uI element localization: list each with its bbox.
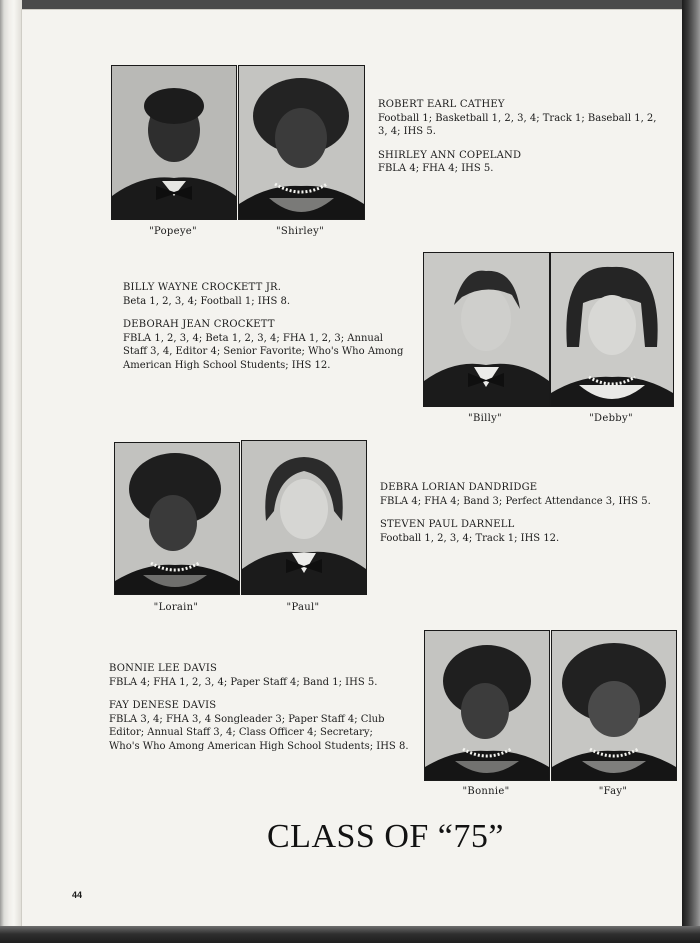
bio-row-3 bbox=[380, 481, 670, 555]
page-number: 44 bbox=[72, 890, 83, 900]
bio-row-2 bbox=[123, 281, 423, 382]
portrait-popeye bbox=[111, 65, 237, 220]
student-name: SHIRLEY ANN COPELAND bbox=[378, 149, 522, 161]
student-name: FAY DENESE DAVIS bbox=[109, 700, 217, 711]
portrait-billy bbox=[423, 252, 550, 407]
portrait-lorain bbox=[114, 442, 240, 595]
student-activities: Football 1; Basketball 1, 2, 3, 4; Track 1; Baseball 1, 2, 3, 4; IHS 5. bbox=[378, 112, 657, 137]
student-name: BILLY WAYNE CROCKETT JR. bbox=[123, 282, 282, 293]
portrait-shirley bbox=[238, 65, 365, 220]
student-activities: FBLA 1, 2, 3, 4; Beta 1, 2, 3, 4; FHA 1, 2, 3; Annual Staff 3, 4, Editor 4; Senior Favorite; Who's Who Among American High School Students; IHS 12. bbox=[123, 332, 404, 371]
student-name: BONNIE LEE DAVIS bbox=[109, 663, 218, 674]
student-activities: FBLA 4; FHA 1, 2, 3, 4; Paper Staff 4; Band 1; IHS 5. bbox=[109, 676, 378, 688]
portrait-fay bbox=[551, 630, 677, 781]
student-activities: Football 1, 2, 3, 4; Track 1; IHS 12. bbox=[380, 532, 560, 544]
nickname-billy: "Billy" bbox=[468, 413, 502, 424]
student-activities: FBLA 4; FHA 4; Band 3; Perfect Attendance 3, IHS 5. bbox=[380, 495, 651, 507]
student-name: DEBRA LORIAN DANDRIDGE bbox=[380, 482, 538, 493]
nickname-fay: "Fay" bbox=[598, 786, 628, 797]
nickname-paul: "Paul" bbox=[286, 602, 320, 613]
page-binding-edge bbox=[0, 0, 22, 943]
portrait-debby bbox=[550, 252, 674, 407]
nickname-lorain: "Lorain" bbox=[153, 602, 199, 613]
student-name: STEVEN PAUL DARNELL bbox=[380, 519, 515, 530]
bio-row-4 bbox=[109, 662, 419, 763]
student-name: DEBORAH JEAN CROCKETT bbox=[123, 319, 275, 330]
bio-row-1 bbox=[378, 98, 678, 186]
nickname-popeye: "Popeye" bbox=[149, 226, 197, 237]
student-activities: FBLA 3, 4; FHA 3, 4 Songleader 3; Paper Staff 4; Club Editor; Annual Staff 3, 4; Class Officer 4; Secretary; Who's Who Among American High School Students; IHS 8. bbox=[109, 713, 409, 752]
scan-shadow-bottom bbox=[0, 926, 700, 943]
portrait-bonnie bbox=[424, 630, 550, 781]
nickname-debby: "Debby" bbox=[589, 413, 633, 424]
scan-shadow-right bbox=[682, 0, 700, 943]
portrait-paul bbox=[241, 440, 367, 595]
page-title: CLASS OF “75” bbox=[267, 818, 504, 855]
student-activities: Beta 1, 2, 3, 4; Football 1; IHS 8. bbox=[123, 295, 291, 307]
nickname-bonnie: "Bonnie" bbox=[462, 786, 510, 797]
nickname-shirley: "Shirley" bbox=[276, 226, 324, 237]
student-name: ROBERT EARL CATHEY bbox=[378, 99, 505, 110]
student-activities: FBLA 4; FHA 4; IHS 5. bbox=[378, 163, 494, 174]
